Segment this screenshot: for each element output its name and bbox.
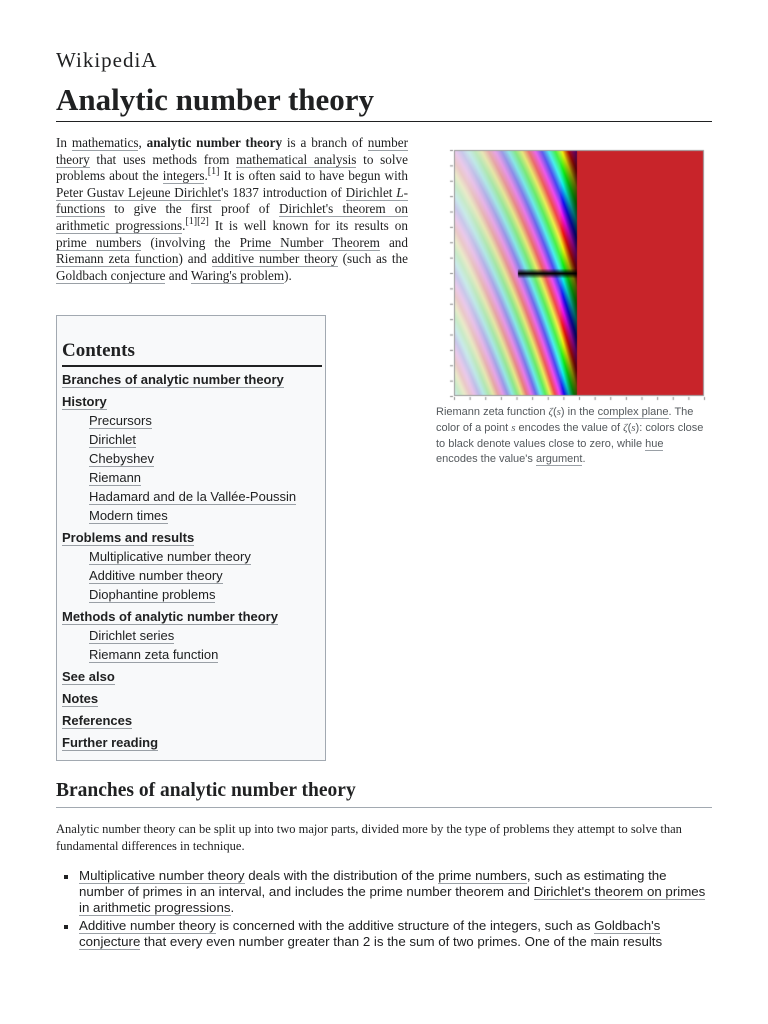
toc-subitem-label: Modern times — [89, 508, 168, 523]
link-dirichlet-theorem-primes[interactable]: Dirichlet's theorem on primes in arithmetic progressions — [79, 884, 706, 915]
toc-subitem-label: Hadamard and de la Vallée-Poussin — [89, 489, 297, 504]
toc-item[interactable] — [62, 607, 324, 626]
toc-item[interactable] — [62, 667, 324, 686]
list-item: Additive number theory is concerned with the additive structure of the integers, such as Goldbach's conjecture that every even number greater than 2 is the sum of two primes. One of the main results — [62, 918, 712, 950]
toc-item[interactable] — [62, 392, 324, 411]
link-argument[interactable]: argument — [535, 453, 583, 466]
link-additive-number-theory[interactable]: additive number theory — [211, 251, 338, 267]
link-multiplicative-number-theory[interactable]: Multiplicative number theory — [79, 868, 245, 883]
toc-item[interactable] — [62, 711, 324, 730]
link-goldbachs-conjecture[interactable]: Goldbach's conjecture — [79, 918, 661, 949]
section-divider — [56, 807, 712, 808]
link-dirichlet-theorem[interactable]: Dirichlet's theorem on arithmetic progressions — [56, 201, 408, 233]
toc-subitem-label: Multiplicative number theory — [89, 549, 251, 564]
toc-subitem-label: Dirichlet — [89, 432, 136, 447]
link-dirichlet[interactable]: Peter Gustav Lejeune Dirichlet — [56, 184, 222, 200]
toc-subitem-label: Precursors — [89, 413, 152, 428]
link-number-theory[interactable]: number theory — [56, 135, 409, 167]
toc-item[interactable] — [62, 528, 324, 547]
link-goldbach-conjecture[interactable]: Goldbach conjecture — [56, 267, 166, 283]
toc-subitem[interactable] — [62, 487, 324, 506]
toc-subitem-label: Additive number theory — [89, 568, 223, 583]
wikipedia-logo[interactable]: WikipediA — [56, 48, 158, 72]
toc-subitem[interactable] — [62, 506, 324, 525]
link-mathematical-analysis[interactable]: mathematical analysis — [236, 151, 357, 167]
toc-list — [62, 370, 324, 752]
toc-subitem[interactable] — [62, 547, 324, 566]
link-additive-number-theory-2[interactable]: Additive number theory — [79, 918, 216, 933]
toc-subitem[interactable] — [62, 449, 324, 468]
toc-subitem[interactable] — [62, 430, 324, 449]
toc-divider — [62, 365, 322, 367]
link-dirichlet-l-functions[interactable]: Dirichlet L-functions — [56, 184, 408, 217]
toc-subitem[interactable] — [62, 626, 324, 645]
toc-item-label: Methods of analytic number theory — [62, 609, 278, 624]
link-integers[interactable]: integers — [162, 168, 205, 184]
toc-subitem-label: Riemann zeta function — [89, 647, 219, 662]
toc-item-label: References — [62, 713, 133, 728]
toc-subitem[interactable] — [62, 411, 324, 430]
title-divider — [56, 121, 712, 122]
toc-subitem[interactable] — [62, 468, 324, 487]
zeta-color-plot-image[interactable] — [432, 140, 714, 402]
toc-item-label: Further reading — [62, 735, 159, 750]
link-prime-numbers-2[interactable]: prime numbers — [438, 868, 527, 883]
toc-title: Contents — [62, 340, 135, 361]
link-riemann-zeta[interactable]: Riemann zeta function — [56, 251, 179, 267]
toc-item[interactable] — [62, 733, 324, 752]
toc-item[interactable] — [62, 370, 324, 389]
bold-term: analytic number theory — [146, 135, 283, 150]
zeta-figure — [432, 140, 714, 468]
toc-item-label: Problems and results — [62, 530, 195, 545]
link-mathematics[interactable]: mathematics — [71, 135, 139, 150]
figure-caption: Riemann zeta function ζ(s) in the complex plane. The color of a point s encodes the value of ζ(s): colors close to black denote values close to zero, while hue encodes the value's argument. — [436, 406, 704, 466]
link-warings-problem[interactable]: Waring's problem — [190, 267, 285, 283]
citation-1-2[interactable]: [1][2] — [185, 215, 209, 227]
page-title: Analytic number theory — [56, 82, 375, 117]
section-heading: Branches of analytic number theory — [56, 780, 356, 801]
toc-subitem[interactable] — [62, 645, 324, 664]
toc-subitem-label: Riemann — [89, 470, 142, 485]
toc-subitem-label: Chebyshev — [89, 451, 155, 466]
link-complex-plane[interactable]: complex plane — [597, 406, 669, 418]
toc-subitem[interactable] — [62, 585, 324, 604]
branches-list — [62, 868, 712, 952]
table-of-contents — [56, 315, 326, 761]
link-prime-number-theorem[interactable]: Prime Number Theorem — [239, 234, 380, 250]
toc-item-label: Notes — [62, 691, 99, 706]
link-hue[interactable]: hue — [645, 437, 664, 450]
section-paragraph: Analytic number theory can be split up into two major parts, divided more by the type of problems they attempt to solve than fundamental differences in technique. — [56, 822, 682, 853]
toc-subitem-label: Diophantine problems — [89, 587, 216, 602]
link-prime-numbers[interactable]: prime numbers — [56, 234, 142, 250]
citation-1[interactable]: [1] — [207, 166, 220, 178]
toc-item-label: History — [62, 394, 107, 409]
toc-item-label: See also — [62, 669, 115, 684]
toc-item[interactable] — [62, 689, 324, 708]
toc-subitem[interactable] — [62, 566, 324, 585]
toc-subitem-label: Dirichlet series — [89, 628, 175, 643]
toc-item-label: Branches of analytic number theory — [62, 372, 284, 387]
list-item: Multiplicative number theory deals with the distribution of the prime numbers, such as estimating the number of primes in an interval, and includes the prime number theorem and Dirichlet's theorem on primes in arithmetic progressions. — [62, 868, 712, 916]
intro-paragraph: In mathematics, analytic number theory is a branch of number theory that uses methods from mathematical analysis to solve problems about the integers.[1] It is often said to have begun with Peter Gustav Lejeune Dirichlet's 1837 introduction of Dirichlet L-functions to give the first proof of Dirichlet's theorem on arithmetic progressions.[1][2] It is well known for its results on prime numbers (involving the Prime Number Theorem and Riemann zeta function) and additive number theory (such as the Goldbach conjecture and Waring's problem). — [56, 135, 409, 283]
